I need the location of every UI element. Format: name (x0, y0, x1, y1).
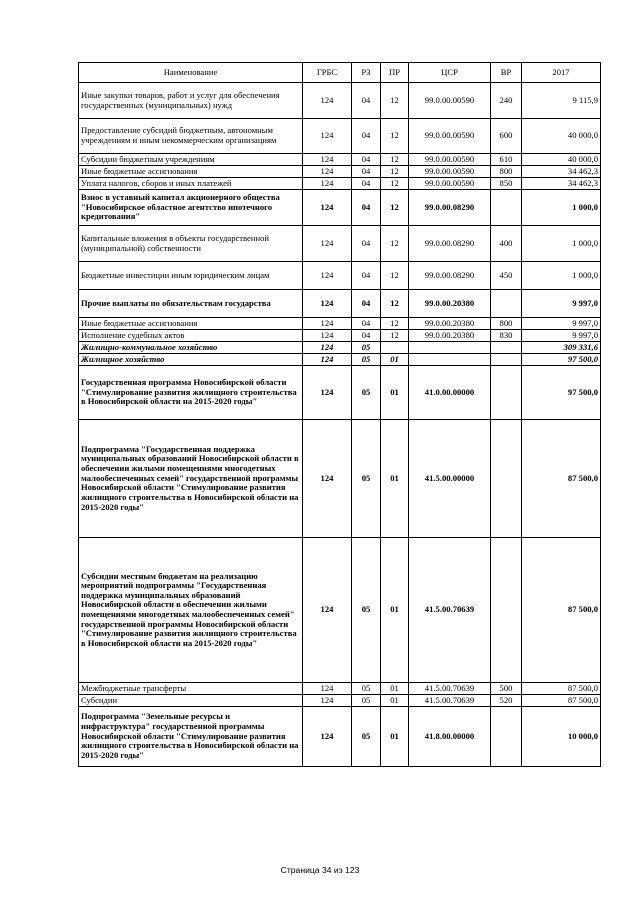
cell-csr: 99.0.00.00590 (409, 119, 491, 154)
cell-name: Иные бюджетные ассигнования (79, 318, 303, 330)
cell-pr: 12 (381, 83, 409, 119)
table-row (79, 538, 601, 683)
cell-rz: 04 (352, 330, 381, 342)
cell-csr: 99.0.00.00590 (409, 178, 491, 190)
cell-val: 87 500,0 (522, 695, 601, 707)
table-body (79, 83, 601, 767)
cell-pr: 12 (381, 178, 409, 190)
cell-vr: 500 (491, 683, 522, 695)
cell-val: 10 000,0 (522, 707, 601, 767)
cell-rz: 04 (352, 119, 381, 154)
cell-csr (409, 354, 491, 366)
cell-name: Межбюджетные трансферты (79, 683, 303, 695)
header-rz: РЗ (352, 63, 381, 83)
cell-name: Субсидии бюджетным учреждениям (79, 154, 303, 166)
cell-csr: 99.0.00.20380 (409, 330, 491, 342)
cell-rz: 04 (352, 178, 381, 190)
cell-csr: 99.0.00.20380 (409, 290, 491, 318)
cell-val: 87 500,0 (522, 538, 601, 683)
header-csr: ЦСР (409, 63, 491, 83)
cell-rz: 05 (352, 707, 381, 767)
cell-pr: 12 (381, 190, 409, 226)
cell-grbs: 124 (303, 695, 352, 707)
cell-pr: 01 (381, 354, 409, 366)
cell-csr: 99.0.00.08290 (409, 190, 491, 226)
cell-rz: 04 (352, 166, 381, 178)
cell-grbs: 124 (303, 420, 352, 538)
cell-vr (491, 342, 522, 354)
cell-pr: 12 (381, 226, 409, 262)
cell-grbs: 124 (303, 290, 352, 318)
cell-grbs: 124 (303, 707, 352, 767)
cell-vr: 830 (491, 330, 522, 342)
table-row (79, 178, 601, 190)
table-row (79, 695, 601, 707)
cell-pr: 01 (381, 538, 409, 683)
table-row (79, 290, 601, 318)
cell-name: Субсидии (79, 695, 303, 707)
table-row (79, 420, 601, 538)
cell-rz: 05 (352, 354, 381, 366)
cell-name: Иные бюджетные ассигнования (79, 166, 303, 178)
cell-pr: 12 (381, 154, 409, 166)
cell-csr: 41.5.00.70639 (409, 683, 491, 695)
table-row (79, 83, 601, 119)
cell-name: Исполнение судебных актов (79, 330, 303, 342)
table-row (79, 154, 601, 166)
cell-rz: 05 (352, 695, 381, 707)
cell-grbs: 124 (303, 166, 352, 178)
cell-val: 34 462,3 (522, 166, 601, 178)
cell-name: Жилищно-коммунальное хозяйство (79, 342, 303, 354)
cell-val: 309 331,6 (522, 342, 601, 354)
table-row (79, 683, 601, 695)
cell-grbs: 124 (303, 178, 352, 190)
cell-grbs: 124 (303, 119, 352, 154)
cell-rz: 05 (352, 683, 381, 695)
cell-csr: 99.0.00.00590 (409, 154, 491, 166)
table-row (79, 190, 601, 226)
cell-rz: 04 (352, 190, 381, 226)
table-row (79, 366, 601, 420)
cell-vr: 400 (491, 226, 522, 262)
cell-vr (491, 190, 522, 226)
cell-grbs: 124 (303, 83, 352, 119)
cell-grbs: 124 (303, 226, 352, 262)
cell-val: 9 997,0 (522, 290, 601, 318)
cell-rz: 04 (352, 262, 381, 290)
table-row (79, 318, 601, 330)
cell-rz: 05 (352, 366, 381, 420)
cell-val: 1 000,0 (522, 262, 601, 290)
cell-vr: 800 (491, 166, 522, 178)
cell-grbs: 124 (303, 354, 352, 366)
cell-csr: 99.0.00.20380 (409, 318, 491, 330)
cell-val: 34 462,3 (522, 178, 601, 190)
table-row (79, 330, 601, 342)
cell-rz: 05 (352, 420, 381, 538)
cell-vr (491, 290, 522, 318)
cell-grbs: 124 (303, 342, 352, 354)
cell-grbs: 124 (303, 683, 352, 695)
cell-val: 1 000,0 (522, 226, 601, 262)
cell-vr (491, 354, 522, 366)
cell-rz: 04 (352, 226, 381, 262)
cell-val: 87 500,0 (522, 420, 601, 538)
cell-grbs: 124 (303, 366, 352, 420)
table-row (79, 119, 601, 154)
cell-rz: 04 (352, 154, 381, 166)
cell-vr (491, 420, 522, 538)
cell-pr: 12 (381, 166, 409, 178)
cell-pr: 01 (381, 683, 409, 695)
cell-name: Предоставление субсидий бюджетным, автономным учреждениям и иным некоммерческим организациям (79, 119, 303, 154)
cell-pr: 01 (381, 707, 409, 767)
table-row (79, 262, 601, 290)
cell-name: Иные закупки товаров, работ и услуг для обеспечения государственных (муниципальных) нужд (79, 83, 303, 119)
cell-rz: 05 (352, 342, 381, 354)
cell-vr: 450 (491, 262, 522, 290)
cell-pr: 12 (381, 330, 409, 342)
cell-name: Взнос в уставный капитал акционерного общества "Новосибирское областное агентство ипотечного кредитования" (79, 190, 303, 226)
cell-vr (491, 707, 522, 767)
table-row (79, 354, 601, 366)
cell-pr: 01 (381, 366, 409, 420)
cell-name: Бюджетные инвестиции иным юридическим лицам (79, 262, 303, 290)
table-row (79, 707, 601, 767)
cell-rz: 04 (352, 290, 381, 318)
header-year: 2017 (522, 63, 601, 83)
cell-pr: 12 (381, 262, 409, 290)
cell-val: 87 500,0 (522, 683, 601, 695)
cell-val: 97 500,0 (522, 366, 601, 420)
cell-csr: 99.0.00.08290 (409, 226, 491, 262)
header-grbs: ГРБС (303, 63, 352, 83)
table-row (79, 342, 601, 354)
cell-vr: 240 (491, 83, 522, 119)
cell-csr: 41.5.00.70639 (409, 695, 491, 707)
cell-name: Государственная программа Новосибирской области "Стимулирование развития жилищного строительства в Новосибирской области на 2015-2020 годы" (79, 366, 303, 420)
cell-pr: 01 (381, 420, 409, 538)
cell-name: Подпрограмма "Земельные ресурсы и инфраструктура" государственной программы Новосибирской области "Стимулирование развития жилищного строительства в Новосибирской области на 2015-2020 годы" (79, 707, 303, 767)
cell-vr: 610 (491, 154, 522, 166)
cell-pr: 12 (381, 290, 409, 318)
table-row (79, 166, 601, 178)
cell-pr: 01 (381, 695, 409, 707)
cell-val: 9 997,0 (522, 318, 601, 330)
cell-grbs: 124 (303, 190, 352, 226)
table-row (79, 226, 601, 262)
cell-vr: 520 (491, 695, 522, 707)
cell-pr: 12 (381, 318, 409, 330)
cell-csr: 99.0.00.00590 (409, 83, 491, 119)
cell-csr: 99.0.00.08290 (409, 262, 491, 290)
table-header (79, 63, 601, 83)
cell-vr: 800 (491, 318, 522, 330)
page-footer: Страница 34 из 123 (280, 865, 360, 875)
cell-csr: 41.5.00.00000 (409, 420, 491, 538)
cell-rz: 04 (352, 318, 381, 330)
cell-pr: 12 (381, 119, 409, 154)
cell-val: 40 000,0 (522, 154, 601, 166)
cell-csr: 41.8.00.00000 (409, 707, 491, 767)
cell-grbs: 124 (303, 318, 352, 330)
cell-name: Капитальные вложения в объекты государственной (муниципальной) собственности (79, 226, 303, 262)
cell-name: Уплата налогов, сборов и иных платежей (79, 178, 303, 190)
cell-vr (491, 538, 522, 683)
cell-vr: 600 (491, 119, 522, 154)
cell-val: 1 000,0 (522, 190, 601, 226)
cell-val: 9 997,0 (522, 330, 601, 342)
cell-vr (491, 366, 522, 420)
cell-csr: 41.0.00.00000 (409, 366, 491, 420)
cell-grbs: 124 (303, 330, 352, 342)
header-vr: ВР (491, 63, 522, 83)
cell-grbs: 124 (303, 262, 352, 290)
cell-name: Субсидии местным бюджетам на реализацию мероприятий подпрограммы "Государственная поддержка муниципальных образований Новосибирской области в обеспечении жилыми помещениями многодетных малообеспеченных семей" государственной программы Новосибирской области "Стимулирование развития жилищного строительства в Новосибирской области на 2015-2020 годы" (79, 538, 303, 683)
cell-grbs: 124 (303, 538, 352, 683)
cell-csr: 41.5.00.70639 (409, 538, 491, 683)
cell-csr: 99.0.00.00590 (409, 166, 491, 178)
header-name: Наименование (79, 63, 303, 83)
cell-rz: 05 (352, 538, 381, 683)
cell-pr (381, 342, 409, 354)
cell-name: Подпрограмма "Государственная поддержка муниципальных образований Новосибирской области в обеспечении жилыми помещениями многодетных малообеспеченных семей" государственной программы Новосибирской области "Стимулирование развития жилищного строительства в Новосибирской области на 2015-2020 годы" (79, 420, 303, 538)
cell-name: Жилищное хозяйство (79, 354, 303, 366)
budget-table (78, 62, 601, 767)
cell-name: Прочие выплаты по обязательствам государства (79, 290, 303, 318)
cell-csr (409, 342, 491, 354)
cell-val: 9 115,9 (522, 83, 601, 119)
cell-val: 97 500,0 (522, 354, 601, 366)
cell-rz: 04 (352, 83, 381, 119)
cell-grbs: 124 (303, 154, 352, 166)
cell-val: 40 000,0 (522, 119, 601, 154)
header-pr: ПР (381, 63, 409, 83)
cell-vr: 850 (491, 178, 522, 190)
